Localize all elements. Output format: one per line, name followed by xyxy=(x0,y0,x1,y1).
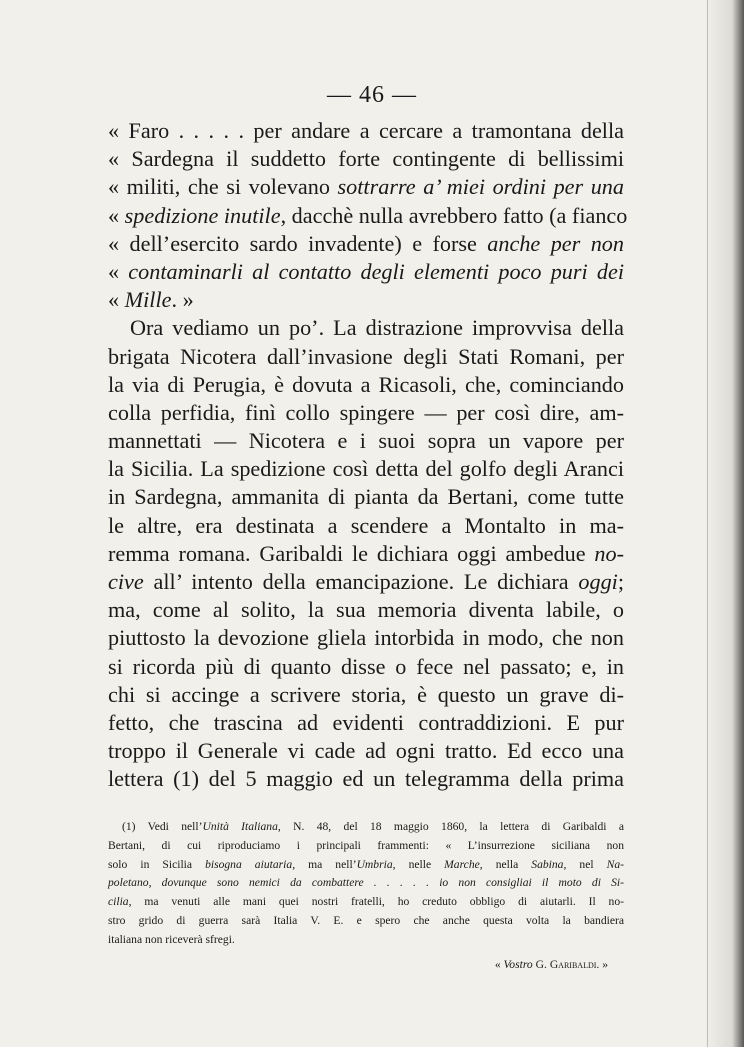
text-line: fetto, che trascina ad evidenti contraddizioni. E pur xyxy=(108,709,624,735)
text-line: Ora vediamo un po’. La distrazione improvvisa della xyxy=(130,315,624,341)
text-line: « Mille. » xyxy=(108,287,194,313)
text-line: piuttosto la devozione gliela intorbida in modo, che non xyxy=(108,625,624,651)
footnote-line: solo in Sicilia bisogna aiutaria, ma nell’Umbria, nelle Marche, nella Sabina, nel Na- xyxy=(108,857,624,871)
text-line: lettera (1) del 5 maggio ed un telegramma della prima xyxy=(108,766,624,792)
text-line: « Faro . . . . . per andare a cercare a tramontana della xyxy=(108,118,624,143)
page-number: — 46 — xyxy=(327,82,417,108)
text-line: « spedizione inutile, dacchè nulla avrebbero fatto (a fianco xyxy=(108,202,628,228)
footnote-line: italiana non riceverà sfregi. xyxy=(108,932,235,946)
text-line: la via di Perugia, è dovuta a Ricasoli, che, cominciando xyxy=(108,371,624,397)
text-line: « dell’esercito sardo invadente) e forse anche per non xyxy=(108,230,624,256)
text-line: chi si accinge a scrivere storia, è questo un grave di- xyxy=(108,681,624,707)
footnote-line: stro grido di guerra sarà Italia V. E. e spero che anche questa volta la bandiera xyxy=(108,913,624,927)
page-shadow xyxy=(704,0,744,1047)
text-line: remma romana. Garibaldi le dichiara oggi ambedue no- xyxy=(108,540,624,566)
text-line: si ricorda più di quanto disse o fece nel passato; e, in xyxy=(108,653,624,679)
footnote-line: poletano, dovunque sono nemici da combattere . . . . . io non consigliai il moto di Si- xyxy=(108,876,624,890)
text-line: « Sardegna il suddetto forte contingente di bellissimi xyxy=(108,146,624,172)
footnote-line: cilia, ma venuti alle mani quei nostri fratelli, ho creduto obbligo di aiutarli. Il no- xyxy=(108,895,624,909)
text-line: colla perfidia, finì collo spingere — per così dire, am- xyxy=(108,399,624,425)
footnote xyxy=(108,818,624,974)
text-line: « contaminarli al contatto degli elementi poco puri dei xyxy=(108,258,624,284)
text-line: mannettati — Nicotera e i suoi sopra un vapore per xyxy=(108,428,624,454)
text-line: brigata Nicotera dall’invasione degli Stati Romani, per xyxy=(108,343,624,369)
text-line: in Sardegna, ammanita di pianta da Bertani, come tutte xyxy=(108,484,624,510)
footnote-line: Bertani, di cui riproduciamo i principali frammenti: « L’insurrezione siciliana non xyxy=(108,838,624,852)
footnote-signature: « Vostro G. Garibaldi. » xyxy=(494,957,608,971)
text-line: troppo il Generale vi cade ad ogni tratto. Ed ecco una xyxy=(108,738,624,764)
text-line: la Sicilia. La spedizione così detta del golfo degli Aranci xyxy=(108,456,624,482)
text-line: le altre, era destinata a scendere a Montalto in ma- xyxy=(108,512,624,538)
text-line: ma, come al solito, la sua memoria diventa labile, o xyxy=(108,597,624,623)
main-text xyxy=(108,117,628,794)
text-line: « militi, che si volevano sottrarre a’ miei ordini per una xyxy=(108,174,624,200)
text-line: cive all’ intento della emancipazione. Le dichiara oggi; xyxy=(108,569,624,594)
footnote-line: (1) Vedi nell’Unità Italiana, N. 48, del 18 maggio 1860, la lettera di Garibaldi a xyxy=(122,820,624,833)
